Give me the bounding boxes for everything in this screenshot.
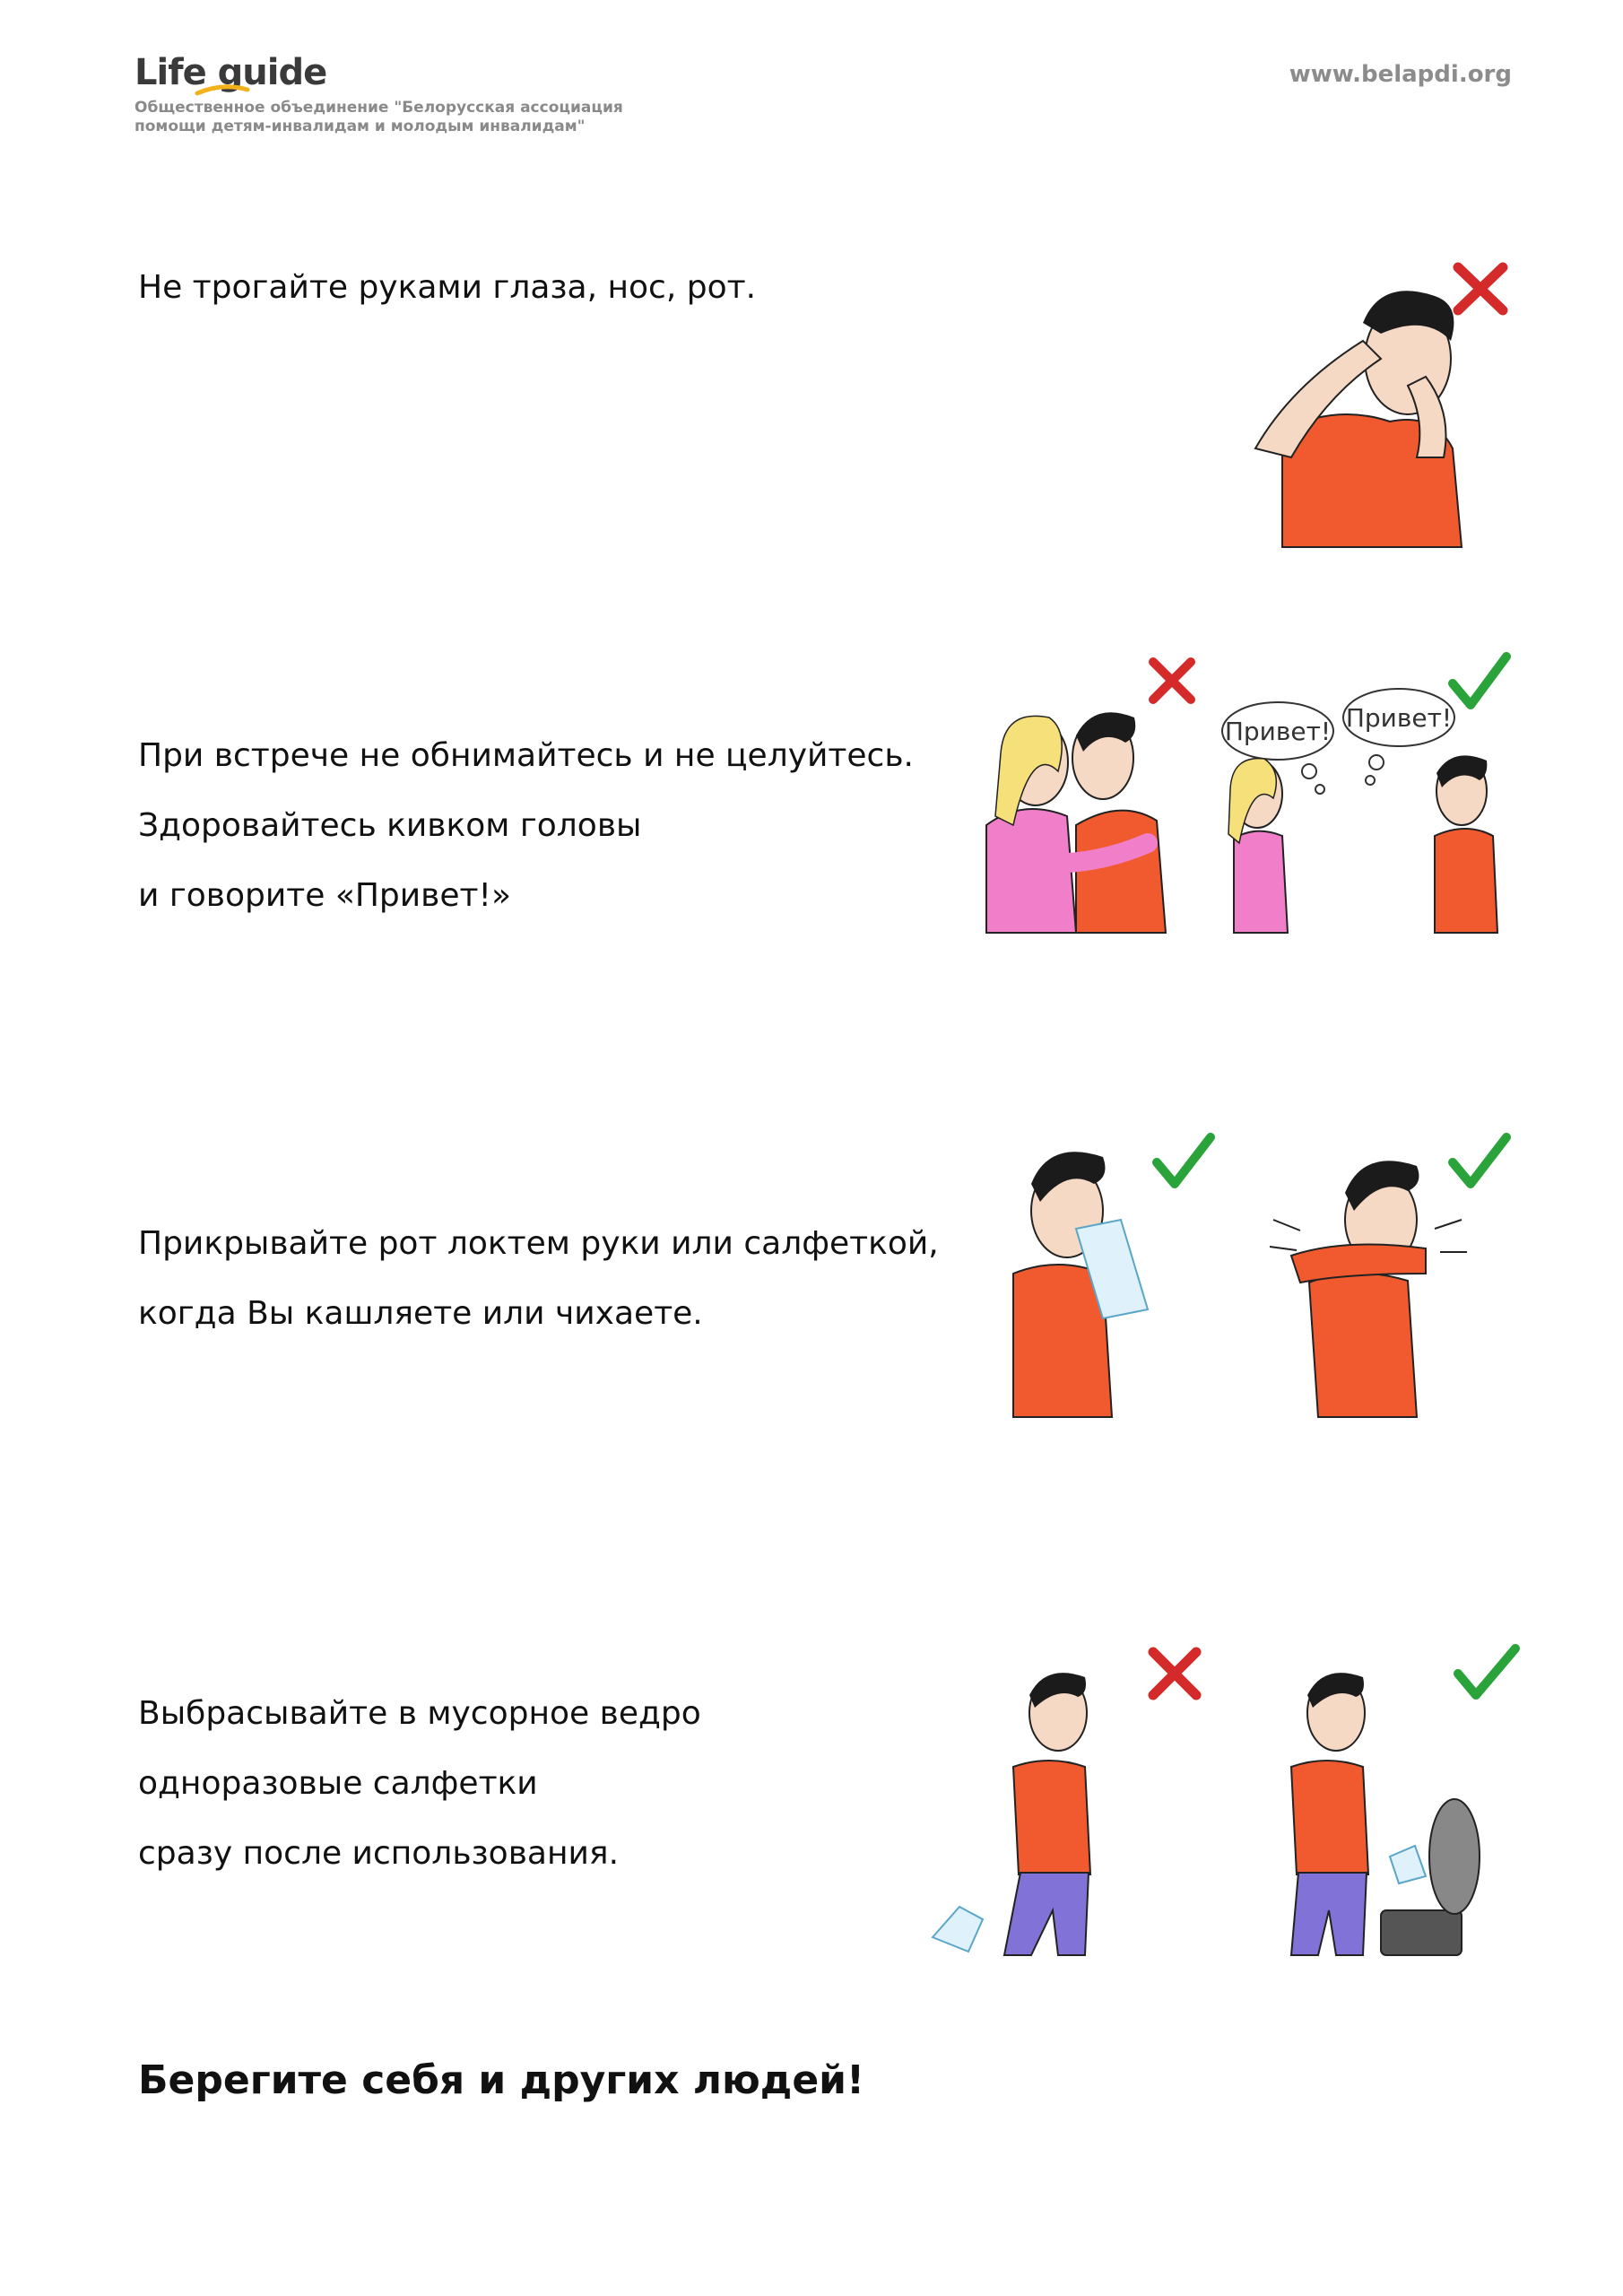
tip-line: когда Вы кашляете или чихаете. xyxy=(138,1295,703,1332)
tip-line: Прикрывайте рот локтем руки или салфеткой, xyxy=(138,1225,939,1262)
org-line-2: помощи детям-инвалидам и молодым инвалидам" xyxy=(135,117,586,135)
tip-4-illustration xyxy=(924,1641,1533,1964)
tip-line: и говорите «Привет!» xyxy=(138,877,511,914)
speech-bubble-1: Привет! xyxy=(1224,717,1332,746)
hugging-couple xyxy=(986,712,1166,933)
check-icon xyxy=(1453,1137,1506,1184)
logo-swoosh-icon xyxy=(195,84,249,97)
check-icon xyxy=(1458,1648,1515,1695)
tip-2-illustration xyxy=(968,646,1524,951)
cross-icon xyxy=(1458,267,1503,310)
tip-4-text xyxy=(138,1679,701,1889)
tip-3-text xyxy=(138,1209,939,1349)
tip-1-text xyxy=(138,253,756,323)
tip-1-illustration xyxy=(1228,251,1515,556)
man-with-tissue xyxy=(1013,1152,1148,1417)
cross-icon xyxy=(1153,662,1191,700)
tip-line: Не трогайте руками глаза, нос, рот. xyxy=(138,269,757,306)
org-line-1: Общественное объединение "Белорусская ассоциация xyxy=(135,99,623,117)
tip-line: сразу после использования. xyxy=(138,1835,620,1872)
check-icon xyxy=(1157,1137,1211,1184)
check-icon xyxy=(1453,657,1506,705)
website-link[interactable]: www.belapdi.org xyxy=(1289,61,1512,88)
logo xyxy=(135,52,762,151)
man-using-trash-bin xyxy=(1291,1673,1480,1955)
cross-icon xyxy=(1153,1652,1196,1695)
speech-bubble-2: Привет! xyxy=(1345,703,1453,733)
slogan: Берегите себя и других людей! xyxy=(138,2057,865,2103)
tip-2-text xyxy=(138,721,914,931)
man-dropping-tissue xyxy=(933,1673,1090,1955)
org-name xyxy=(135,99,780,136)
trash-bin-icon xyxy=(1381,1910,1462,1955)
tip-line: Здоровайтесь кивком головы xyxy=(138,807,642,844)
logo-wordmark: Life guide xyxy=(135,52,327,93)
tip-line: При встрече не обнимайтесь и не целуйтесь. xyxy=(138,737,914,774)
tip-3-illustration xyxy=(1004,1130,1524,1435)
man-touching-face xyxy=(1255,291,1462,547)
man-sneezing-into-elbow xyxy=(1270,1161,1467,1417)
tip-line: Выбрасывайте в мусорное ведро xyxy=(138,1695,701,1732)
greeting-pair xyxy=(1222,689,1497,933)
tip-line: одноразовые салфетки xyxy=(138,1765,538,1802)
